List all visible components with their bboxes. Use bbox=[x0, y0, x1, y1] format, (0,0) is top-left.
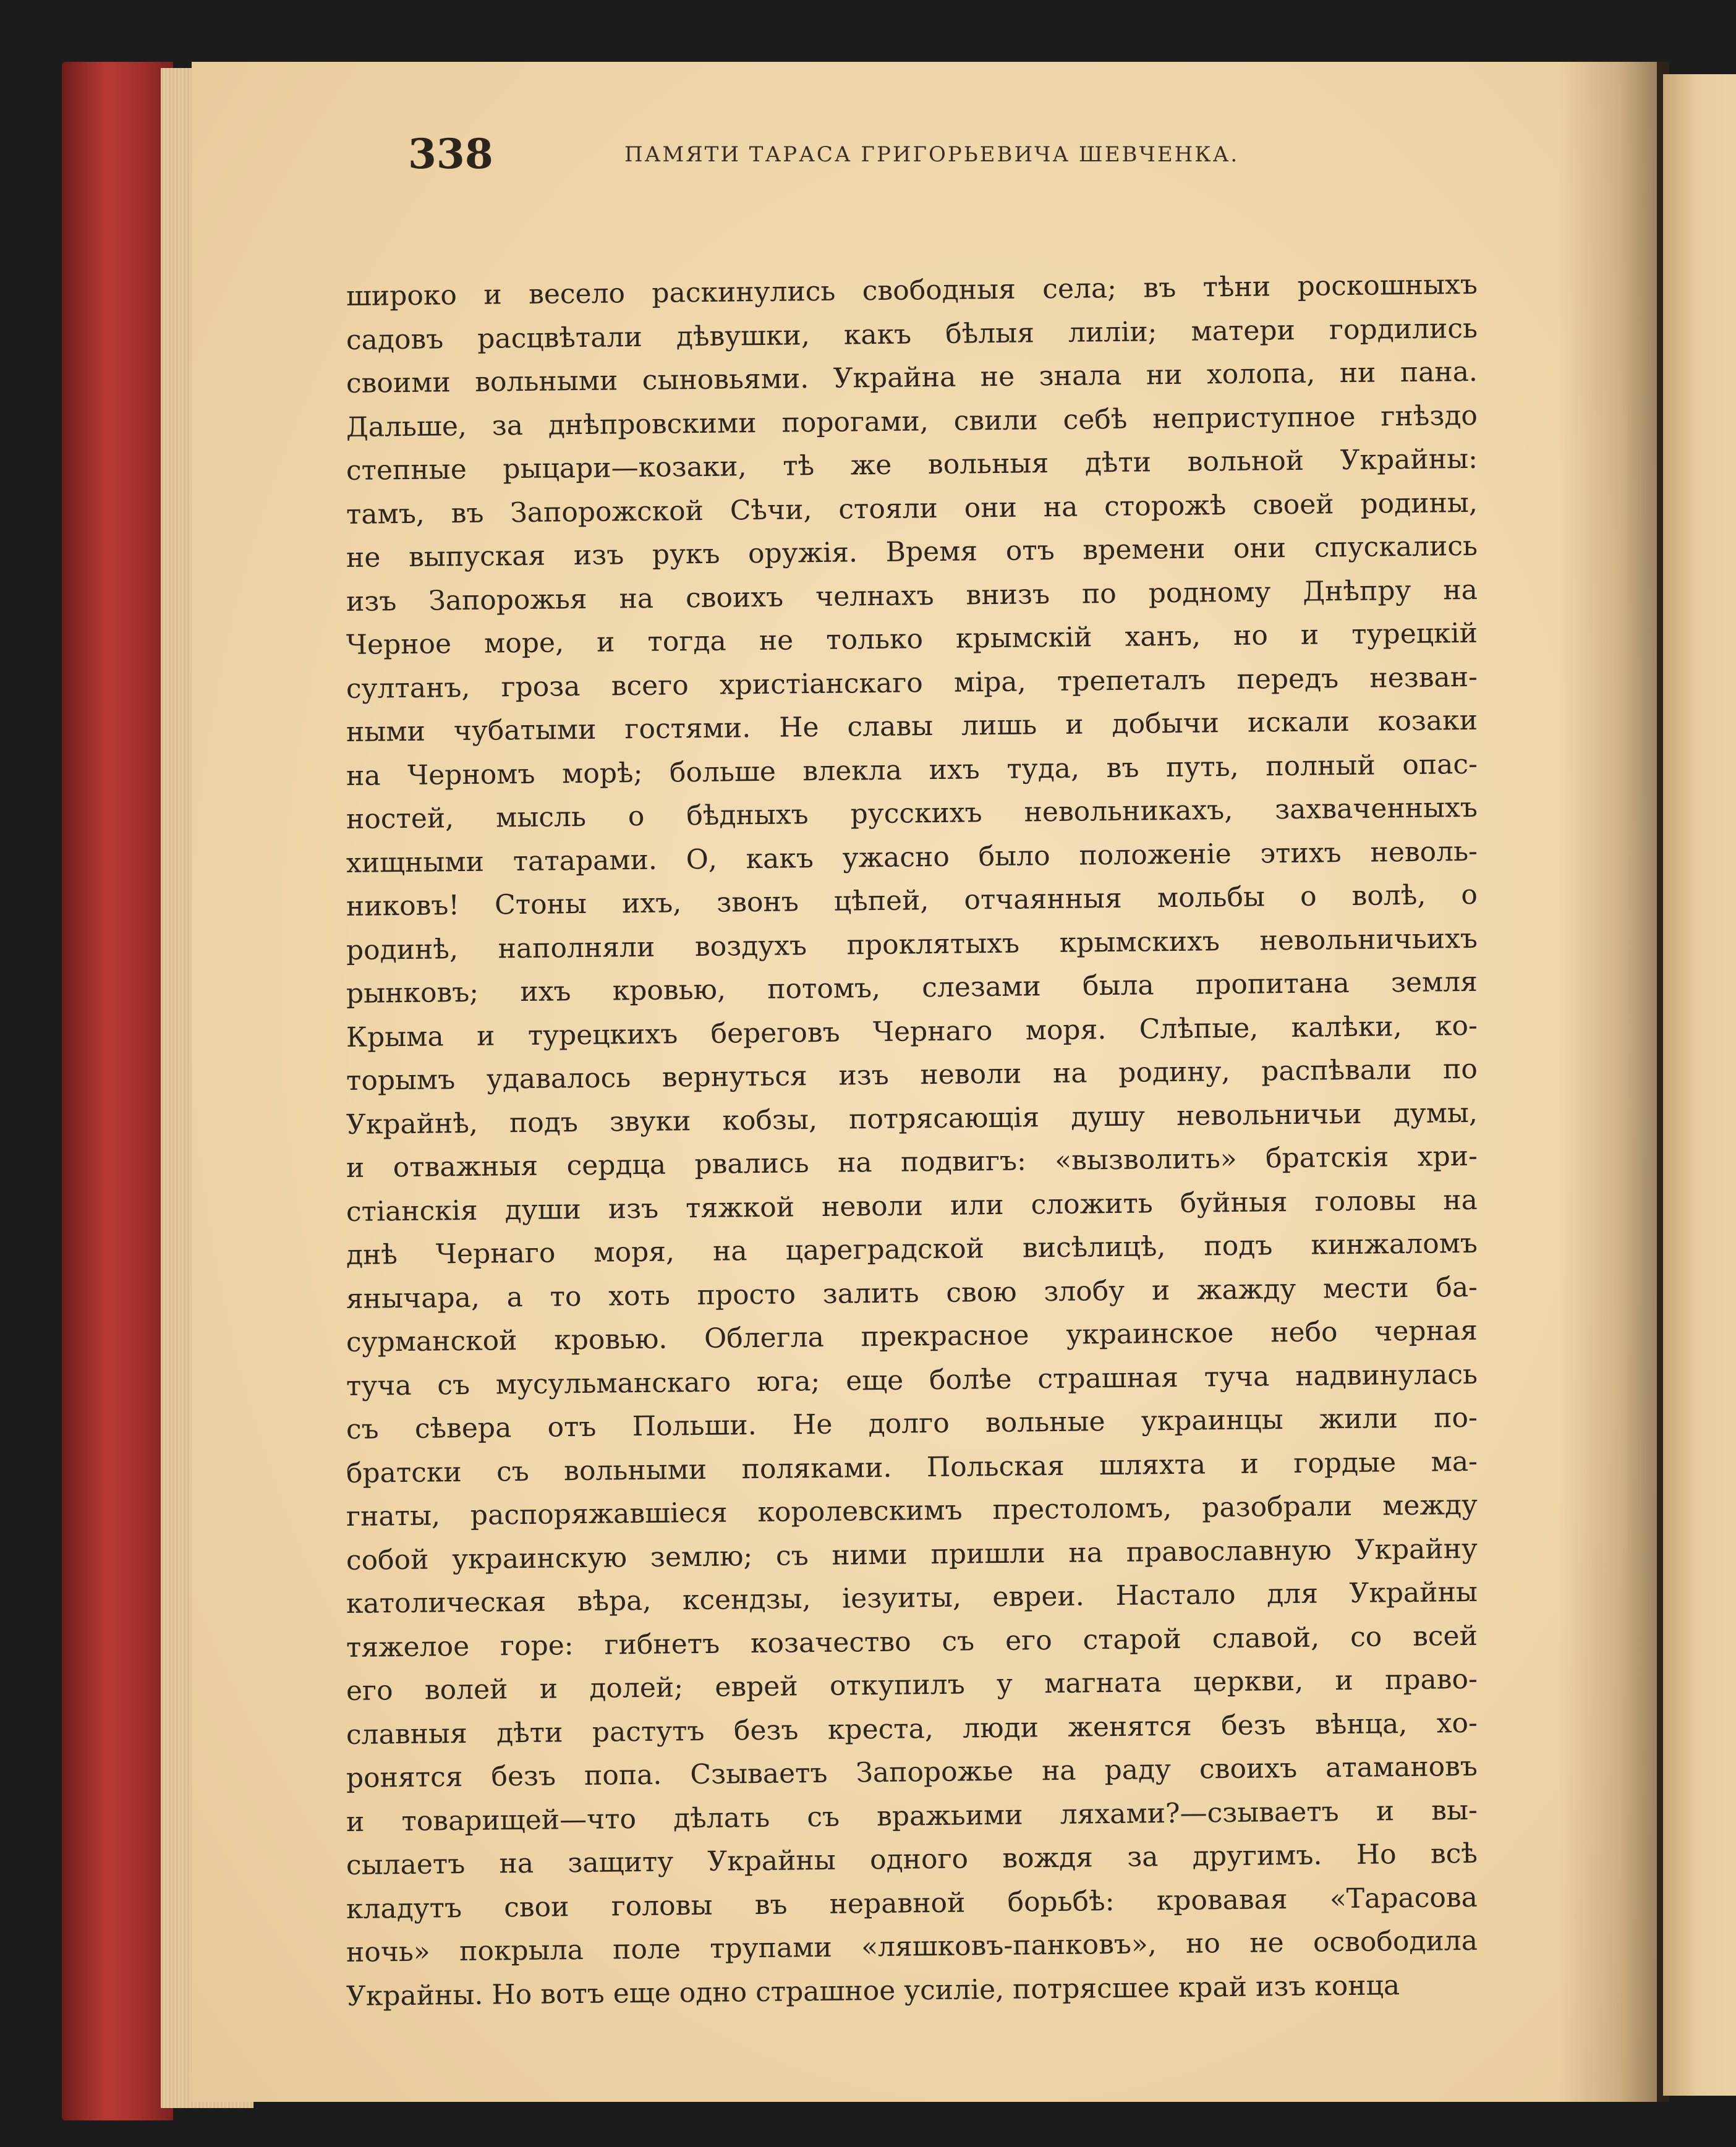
text-line: торымъ удавалось вернуться изъ неволи на родину, распѣвали по bbox=[346, 1053, 1478, 1097]
page-header bbox=[340, 130, 1527, 223]
text-line: и отважныя сердца рвались на подвигъ: «вызволить» братскія хри- bbox=[346, 1140, 1478, 1184]
text-line: рынковъ; ихъ кровью, потомъ, слезами была пропитана земля bbox=[346, 966, 1478, 1010]
text-line: хищными татарами. О, какъ ужасно было положеніе этихъ неволь- bbox=[346, 835, 1478, 879]
text-line: ными чубатыми гостями. Не славы лишь и добычи искали козаки bbox=[346, 704, 1478, 748]
text-line: и товарищей—что дѣлать съ вражьими ляхами?—сзываетъ и вы- bbox=[346, 1794, 1478, 1838]
text-line: Украйнѣ, подъ звуки кобзы, потрясающія душу невольничьи думы, bbox=[346, 1097, 1478, 1141]
text-line: изъ Запорожья на своихъ челнахъ внизъ по родному Днѣпру на bbox=[346, 574, 1478, 618]
text-line: славныя дѣти растутъ безъ креста, люди женятся безъ вѣнца, хо- bbox=[346, 1707, 1478, 1751]
text-line: гнаты, распоряжавшіеся королевскимъ престоломъ, разобрали между bbox=[346, 1489, 1478, 1533]
text-line: католическая вѣра, ксендзы, іезуиты, евреи. Настало для Украйны bbox=[346, 1576, 1478, 1620]
page-number: 338 bbox=[408, 130, 493, 178]
book-cover-red bbox=[62, 62, 173, 2120]
text-line: ночь» покрыла поле трупами «ляшковъ-панковъ», но не освободила bbox=[346, 1924, 1478, 1968]
text-line: широко и весело раскинулись свободныя села; въ тѣни роскошныхъ bbox=[346, 268, 1478, 312]
text-line: Дальше, за днѣпровскими порогами, свили себѣ неприступное гнѣздо bbox=[346, 399, 1478, 443]
text-line: тамъ, въ Запорожской Сѣчи, стояли они на сторожѣ своей родины, bbox=[346, 487, 1478, 530]
running-head: ПАМЯТИ ТАРАСА ГРИГОРЬЕВИЧА ШЕВЧЕНКА. bbox=[624, 142, 1240, 167]
right-page-edge bbox=[1663, 74, 1736, 2096]
text-line: туча съ мусульманскаго юга; еще болѣе страшная туча надвинулась bbox=[346, 1358, 1478, 1402]
text-line: Украйны. Но вотъ еще одно страшное усиліе, потрясшее край изъ конца bbox=[346, 1969, 1400, 2012]
text-line: Крыма и турецкихъ береговъ Чернаго моря. Слѣпые, калѣки, ко- bbox=[346, 1010, 1478, 1053]
text-line: янычара, а то хоть просто залить свою злобу и жажду мести ба- bbox=[346, 1271, 1478, 1315]
body-text bbox=[346, 268, 1478, 2018]
text-line: на Черномъ морѣ; больше влекла ихъ туда, въ путь, полный опас- bbox=[346, 748, 1478, 792]
text-line: степные рыцари—козаки, тѣ же вольныя дѣти вольной Украйны: bbox=[346, 443, 1478, 487]
text-line: садовъ расцвѣтали дѣвушки, какъ бѣлыя лиліи; матери гордились bbox=[346, 312, 1478, 356]
text-line: своими вольными сыновьями. Украйна не знала ни холопа, ни пана. bbox=[346, 355, 1478, 399]
text-line: Черное море, и тогда не только крымскій ханъ, но и турецкій bbox=[346, 617, 1478, 661]
text-line: султанъ, гроза всего христіанскаго міра, трепеталъ передъ незван- bbox=[346, 661, 1478, 705]
text-line: стіанскія души изъ тяжкой неволи или сложить буйныя головы на bbox=[346, 1184, 1478, 1228]
text-line: братски съ вольными поляками. Польская шляхта и гордые ма- bbox=[346, 1445, 1478, 1489]
text-line: собой украинскую землю; съ ними пришли на православную Украйну bbox=[346, 1533, 1478, 1576]
text-line: родинѣ, наполняли воздухъ проклятыхъ крымскихъ невольничьихъ bbox=[346, 922, 1478, 966]
text-line: кладутъ свои головы въ неравной борьбѣ: кровавая «Тарасова bbox=[346, 1881, 1478, 1925]
book-gutter-shadow bbox=[1558, 62, 1669, 2102]
text-line: ронятся безъ попа. Сзываетъ Запорожье на раду своихъ атамановъ bbox=[346, 1750, 1478, 1794]
text-line: днѣ Чернаго моря, на цареградской висѣлицѣ, подъ кинжаломъ bbox=[346, 1227, 1478, 1271]
text-line: ностей, мысль о бѣдныхъ русскихъ невольникахъ, захваченныхъ bbox=[346, 791, 1478, 835]
text-line: сурманской кровью. Облегла прекрасное украинское небо черная bbox=[346, 1314, 1478, 1358]
text-line: сылаетъ на защиту Украйны одного вождя за другимъ. Но всѣ bbox=[346, 1837, 1478, 1881]
text-line: никовъ! Стоны ихъ, звонъ цѣпей, отчаянныя мольбы о волѣ, о bbox=[346, 878, 1478, 922]
text-line: его волей и долей; еврей откупилъ у магната церкви, и право- bbox=[346, 1663, 1478, 1707]
text-line: не выпуская изъ рукъ оружія. Время отъ времени они спускались bbox=[346, 530, 1478, 574]
text-line: съ сѣвера отъ Польши. Не долго вольные украинцы жили по- bbox=[346, 1401, 1478, 1445]
text-line: тяжелое горе: гибнетъ козачество съ его старой славой, со всей bbox=[346, 1620, 1478, 1664]
